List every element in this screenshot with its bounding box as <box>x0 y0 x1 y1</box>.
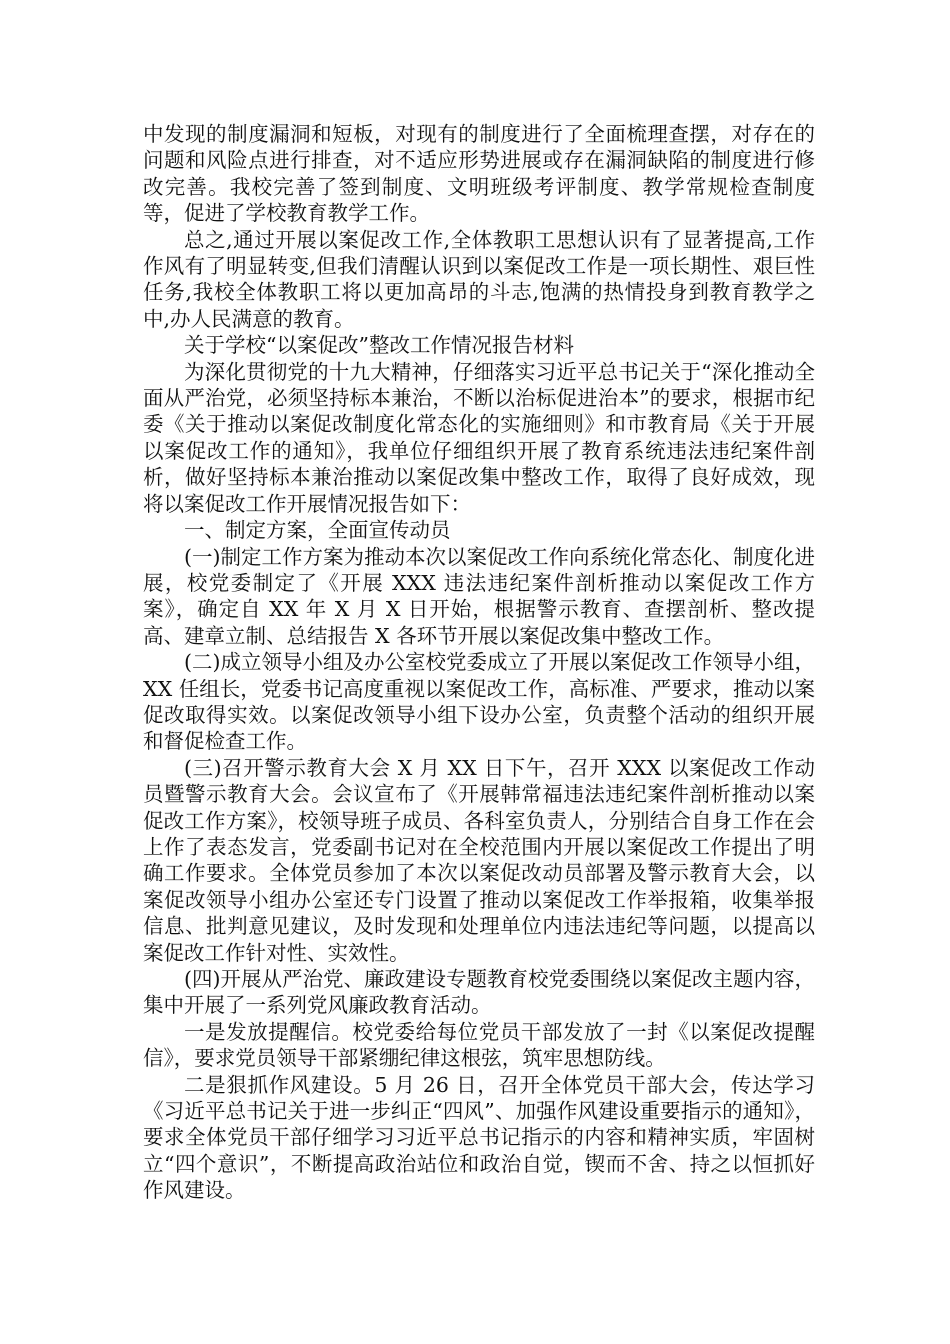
section-heading-1: 一、制定方案，全面宣传动员 <box>184 518 451 543</box>
report-title: 关于学校“以案促改”整改工作情况报告材料 <box>184 333 574 358</box>
paragraph-point-2: 二是狠抓作风建设。5 月 26 日，召开全体党员干部大会，传达学习《习近平总书记关于进一步纠正“四风”、加强作风建设重要指示的通知》，要求全体党员干部仔细学习习近平总书记指示的内容和精神实质，牢固树立“四个意识”，不断提高政治站位和政治自觉，锲而不舍、持之以恒抓好作风建设。 <box>143 1072 815 1203</box>
paragraph-item-1: (一)制定工作方案为推动本次以案促改工作向系统化常态化、制度化进展，校党委制定了《开展 XXX 违法违纪案件剖析推动以案促改工作方案》，确定自 XX 年 X 月 X 日开始，根据警示教育、查摆剖析、整改提高、建章立制、总结报告 X 各环节开展以案促改集中整改工作。 <box>143 544 815 648</box>
paragraph-item-4: (四)开展从严治党、廉政建设专题教育校党委围绕以案促改主题内容，集中开展了一系列党风廉政教育活动。 <box>143 967 815 1018</box>
document-page <box>143 121 815 1204</box>
paragraph-continuation: 中发现的制度漏洞和短板，对现有的制度进行了全面梳理查摆，对存在的问题和风险点进行排查，对不适应形势进展或存在漏洞缺陷的制度进行修改完善。我校完善了签到制度、文明班级考评制度、教学常规检查制度等，促进了学校教育教学工作。 <box>143 122 815 226</box>
paragraph-summary: 总之,通过开展以案促改工作,全体教职工思想认识有了显著提高,工作作风有了明显转变,但我们清醒认识到以案促改工作是一项长期性、艰巨性任务,我校全体教职工将以更加高昂的斗志,饱满的热情投身到教育教学之中,办人民满意的教育。 <box>143 227 815 331</box>
paragraph-point-1: 一是发放提醒信。校党委给每位党员干部发放了一封《以案促改提醒信》，要求党员领导干部紧绷纪律这根弦，筑牢思想防线。 <box>143 1019 815 1071</box>
paragraph-item-2: (二)成立领导小组及办公室校党委成立了开展以案促改工作领导小组，XX 任组长，党委书记高度重视以案促改工作，高标准、严要求，推动以案促改取得实效。以案促改领导小组下设办公室，负责整个活动的组织开展和督促检查工作。 <box>143 650 815 754</box>
paragraph-item-3: (三)召开警示教育大会 X 月 XX 日下午，召开 XXX 以案促改工作动员暨警示教育大会。会议宣布了《开展韩常福违法违纪案件剖析推动以案促改工作方案》，校领导班子成员、各科室负责人，分别结合自身工作在会上作了表态发言，党委副书记对在全校范围内开展以案促改工作提出了明确工作要求。全体党员参加了本次以案促改动员部署及警示教育大会，以案促改领导小组办公室还专门设置了推动以案促改工作举报箱，收集举报信息、批判意见建议，及时发现和处理单位内违法违纪等问题，以提高以案促改工作针对性、实效性。 <box>143 755 815 965</box>
paragraph-intro: 为深化贯彻党的十九大精神，仔细落实习近平总书记关于“深化推动全面从严治党，必须坚持标本兼治，不断以治标促进治本”的要求，根据市纪委《关于推动以案促改制度化常态化的实施细则》和市教育局《关于开展以案促改工作的通知》，我单位仔细组织开展了教育系统违法违纪案件剖析，做好坚持标本兼治推动以案促改集中整改工作，取得了良好成效，现将以案促改工作开展情况报告如下： <box>143 359 815 516</box>
